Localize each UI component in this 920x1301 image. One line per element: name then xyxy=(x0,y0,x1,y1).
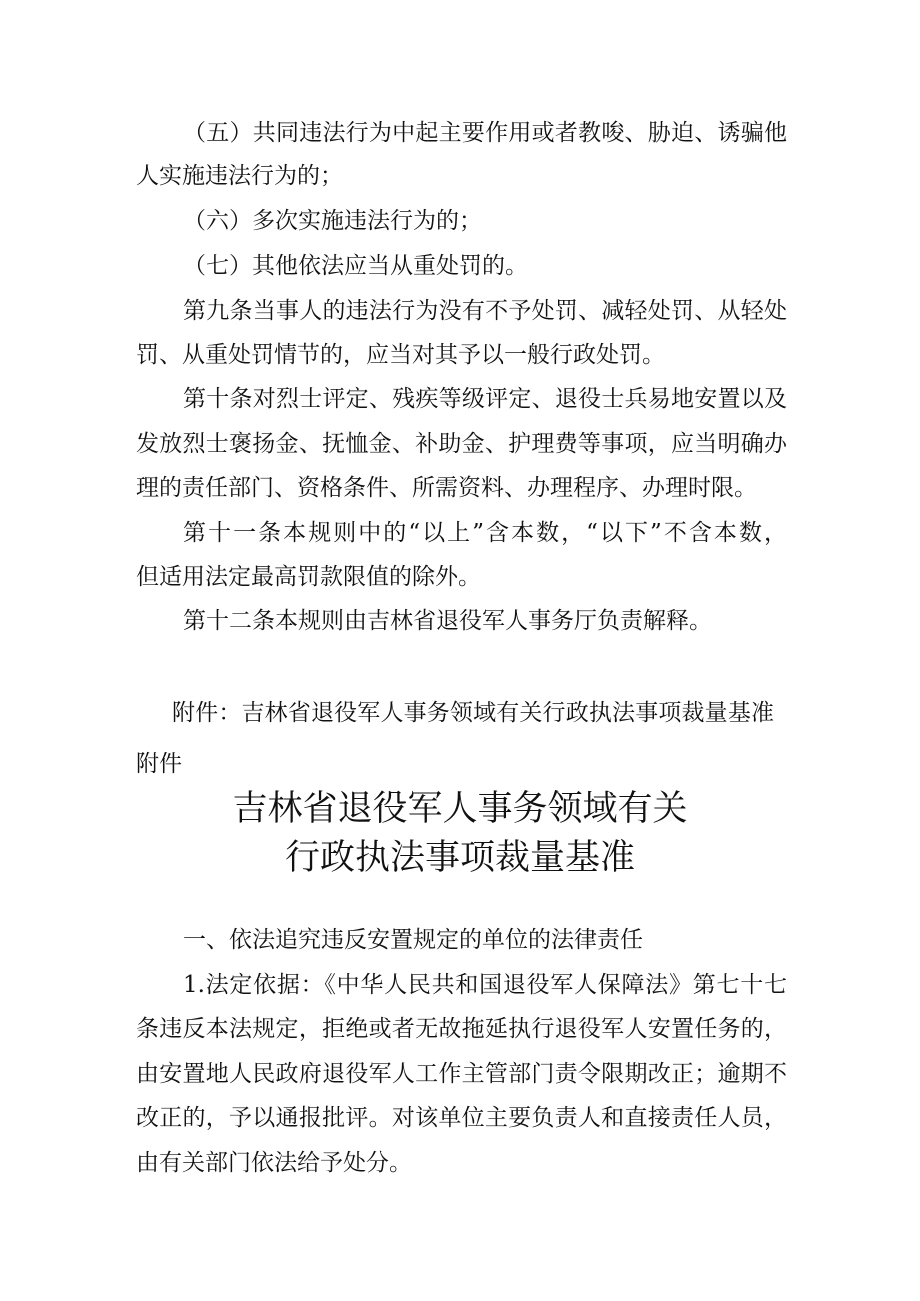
paragraph-line: 人实施违法行为的； xyxy=(136,163,343,189)
attachment-note: 附件：吉林省退役军人事务领域有关行政执法事项裁量基准 xyxy=(172,700,774,726)
attachment-label: 附件 xyxy=(136,751,182,777)
paragraph-line: 由有关部门依法给予处分。 xyxy=(136,1150,412,1176)
paragraph-line: 发放烈士褒扬金、抚恤金、补助金、护理费等事项，应当明确办 xyxy=(136,431,787,457)
paragraph-line: 第十条对烈士评定、残疾等级评定、退役士兵易地安置以及 xyxy=(183,386,787,412)
attachment-title-line-1: 吉林省退役军人事务领域有关 xyxy=(232,789,688,829)
paragraph-line: 理的责任部门、资格条件、所需资料、办理程序、办理时限。 xyxy=(136,475,757,501)
section-heading: 一、依法追究违反安置规定的单位的法律责任 xyxy=(183,927,643,953)
attachment-title-line-2: 行政执法事项裁量基准 xyxy=(284,838,635,878)
paragraph-line: （六）多次实施违法行为的； xyxy=(183,208,482,234)
paragraph-line: （五）共同违法行为中起主要作用或者教唆、胁迫、诱骗他 xyxy=(183,120,787,146)
paragraph-line: 1.法定依据：《中华人民共和国退役军人保障法》第七十七 xyxy=(183,972,787,998)
paragraph-line: 但适用法定最高罚款限值的除外。 xyxy=(136,564,481,590)
paragraph-line: 由安置地人民政府退役军人工作主管部门责令限期改正；逾期不 xyxy=(136,1061,787,1087)
paragraph-line: 第九条当事人的违法行为没有不予处罚、减轻处罚、从轻处 xyxy=(183,298,787,324)
paragraph-line: 罚、从重处罚情节的，应当对其予以一般行政处罚。 xyxy=(136,342,665,368)
paragraph-line: 第十二条本规则由吉林省退役军人事务厅负责解释。 xyxy=(183,608,712,634)
paragraph-line: 第十一条本规则中的“以上”含本数，“以下”不含本数， xyxy=(183,520,787,546)
paragraph-line: 条违反本法规定，拒绝或者无故拖延执行退役军人安置任务的， xyxy=(136,1016,787,1042)
paragraph-line: 改正的，予以通报批评。对该单位主要负责人和直接责任人员， xyxy=(136,1105,787,1131)
paragraph-line: （七）其他依法应当从重处罚的。 xyxy=(183,253,528,279)
